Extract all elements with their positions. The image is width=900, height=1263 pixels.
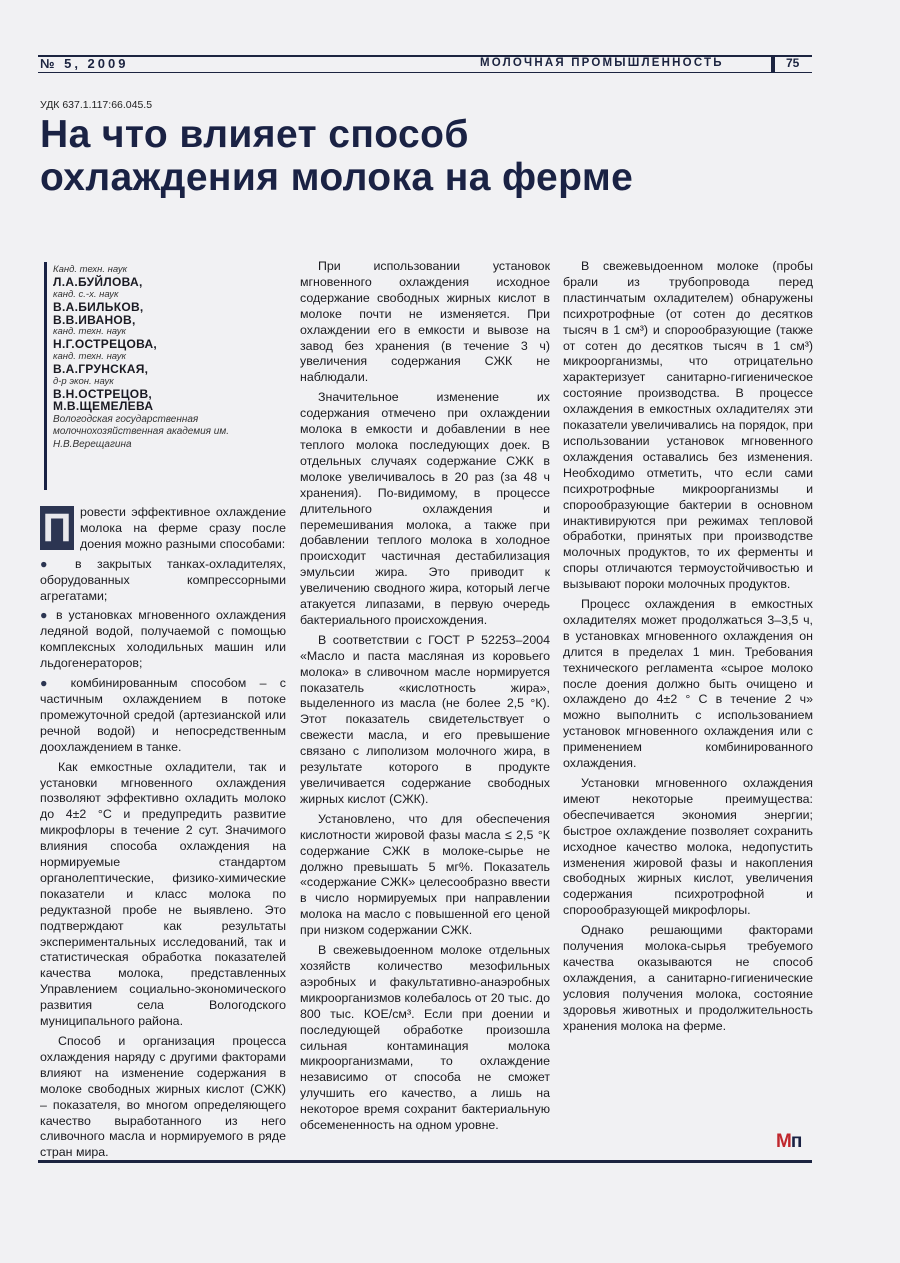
author-organization: Вологодская государственная молочнохозяйственная академия им. Н.В.Верещагина: [53, 413, 229, 450]
list-item-text: в установках мгновенного охлаждения ледяной водой, получаемой с помощью комплексных холодильных машин или льдогенераторов;: [40, 608, 286, 671]
page-number: 75: [786, 56, 800, 70]
issue-number: № 5, 2009: [40, 56, 129, 71]
authors-accent-bar: [44, 262, 47, 490]
body-paragraph: Способ и организация процесса охлаждения наряду с другими факторами влияют на изменение содержания в молоке свободных жирных кислот (СЖК) – показателя, во многом определяющего качество выработанного из него сливочного масла и нормируемого в ряде стран мира.: [40, 1034, 286, 1160]
list-item: [40, 608, 286, 672]
body-paragraph: Процесс охлаждения в емкостных охладителях может продолжаться 3–3,5 ч, в установках мгновенного охлаждения он длится в пределах 1 мин. Требования технического регламента «сырое молоко после доения должно быть очищено и охлаждено до 4±2 ° С в течение 2 ч» можно выполнить с использованием установок мгновенного охлаждения или с применением комбинированного охлаждения.: [563, 597, 813, 771]
body-paragraph: При использовании установок мгновенного охлаждения исходное содержание свободных жирных кислот в молоке почти не изменяется. При охлаждении его в емкости и вывозе на завод без хранения (в течение 3 ч) увеличения содержания СЖК не наблюдали.: [300, 259, 550, 385]
body-paragraph: В свежевыдоенном молоке (пробы брали из трубопровода перед пластинчатым охладителем) обнаружены психротрофные (от сотен до десятков тысяч в 1 см³) и спорообразующие (также от сотен до десятков тысяч в 1 см³) микроорганизмы, что отрицательно характеризует санитарно-гигиеническое состояние производства. В процессе охлаждения в емкостных охладителях эти показатели увеличивались на порядок, при использовании установок мгновенного охлаждения оставались без изменения. Необходимо отметить, что если сами психротрофные микроорганизмы и спорообразующие бактерии в основном инактивируются при режимах тепловой обработки, принятых при производстве молочных продуктов, то их ферменты и споры отличаются термоустойчивостью и вызывают пороки молочных продуктов.: [563, 259, 813, 592]
bullet-icon: ●: [40, 556, 75, 571]
body-paragraph: Как емкостные охладители, так и установки мгновенного охлаждения позволяют эффективно охладить молоко до 4±2 °С и предупредить развитие микрофлоры в течение 2 сут. Значимого влияния способа охлаждения на нормируемые стандартом органолептические, физико-химические показатели и класс молока по редуктазной пробе не выявлено. Это подтверждают как результаты экспериментальных исследований, так и статистическая обработка показателей качества молока, представленных Управлением социально-экономического развития села Вологодского муниципального района.: [40, 759, 286, 1029]
author-degree: канд. техн. наук: [53, 350, 126, 362]
list-item-text: комбинированным способом – с частичным охлаждением в потоке промежуточной средой (артезианской или речной водой) и непосредственным доохлаждением в танке.: [40, 676, 286, 754]
bullet-icon: ●: [40, 608, 56, 623]
author-name: Л.А.БУЙЛОВА,: [53, 275, 143, 290]
author-name: М.В.ЩЕМЕЛЕВА: [53, 399, 154, 414]
title-line-2: охлаждения молока на ферме: [40, 156, 634, 199]
journal-name: МОЛОЧНАЯ ПРОМЫШЛЕННОСТЬ: [480, 57, 724, 69]
lead-paragraph: [40, 505, 286, 553]
lead-text: ровести эффективное охлаждение молока на ферме сразу после доения можно разными способами:: [80, 505, 286, 551]
body-paragraph: В соответствии с ГОСТ Р 52253–2004 «Масло и паста масляная из коровьего молока» в сливочном масле нормируется показатель «кислотность жира», выделенного из масла (не более 2,5 °К). Этот показатель свидетельствует о свежести масла, и его превышение связано с липолизом молочного жира, в результате которого в продукте увеличивается содержание свободных жирных кислот (СЖК).: [300, 632, 550, 806]
author-name: В.А.ГРУНСКАЯ,: [53, 362, 149, 377]
text-column-3: [563, 259, 813, 1035]
author-name: В.Н.ОСТРЕЦОВ,: [53, 387, 153, 402]
title-line-1: На что влияет способ: [40, 113, 469, 156]
header-rule-bottom: [38, 72, 812, 73]
author-degree: д-р экон. наук: [53, 375, 114, 387]
body-paragraph: В свежевыдоенном молоке отдельных хозяйств количество мезофильных аэробных и факультативно-анаэробных микроорганизмов колебалось от 20 тыс. до 800 тыс. КОЕ/см³. Если при доении и последующей обработке произошла сильная контаминация молока микроорганизмами, то охлаждение независимо от способа не сможет улучшить его качество, а лишь на некоторое время сохранит бактериальную обсемененность на одном уровне.: [300, 943, 550, 1133]
author-name: Н.Г.ОСТРЕЦОВА,: [53, 337, 158, 352]
body-paragraph: Однако решающими факторами получения молока-сырья требуемого качества оказываются не способ охлаждения, а санитарно-гигиенические условия получения молока, состояние здоровья животных и продолжительность хранения молока на ферме.: [563, 923, 813, 1033]
logo-letter-p: п: [790, 1131, 802, 1152]
header-separator: [771, 55, 775, 73]
logo-letter-m: М: [776, 1131, 791, 1152]
text-column-2: [300, 259, 550, 1134]
author-name: В.В.ИВАНОВ,: [53, 312, 136, 327]
body-paragraph: Установки мгновенного охлаждения имеют некоторые преимущества: обеспечивается экономия энергии; быстрое охлаждение позволяет сохранить исходное качество молока, недопустить изменения жировой фазы и накопления свободных жирных кислот, увеличения содержания психротрофной и спорообразующей микрофлоры.: [563, 776, 813, 918]
article-title: [40, 113, 840, 199]
list-item-text: в закрытых танках-охладителях, оборудованных компрессорными агрегатами;: [40, 556, 286, 603]
author-degree: канд. с.-х. наук: [53, 288, 119, 300]
body-paragraph: Значительное изменение их содержания отмечено при охлаждении молока в емкости и добавлении в нее теплого молока последующих доек. В отдельных случаях содержание СЖК в молоке увеличивалось в 20 раз (за 48 ч хранения). По-видимому, в процессе длительного охлаждения и перемешивания молока, а также при добавлении теплого молока в холодное происходит частичная дестабилизация эмульсии жира. Это приводит к увеличению сводного жира, который легче атакуется липазами, в первую очередь бактериального происхождения.: [300, 390, 550, 627]
drop-cap: П: [40, 506, 74, 550]
text-column-1: [40, 505, 286, 1161]
list-item: [40, 557, 286, 605]
udk-code: УДК 637.1.117:66.045.5: [40, 99, 153, 111]
list-item: [40, 676, 286, 756]
author-degree: канд. техн. наук: [53, 326, 126, 338]
bullet-icon: ●: [40, 676, 71, 691]
authors-block: [53, 264, 273, 451]
author-degree: Канд. техн. наук: [53, 264, 128, 275]
author-name: В.А.БИЛЬКОВ,: [53, 300, 144, 315]
footer-rule: [38, 1160, 812, 1163]
journal-logo: [776, 1131, 801, 1153]
body-paragraph: Установлено, что для обеспечения кислотности жировой фазы масла ≤ 2,5 °К содержание СЖК в молоке-сырье не должно превышать 5 мг%. Показатель «содержание СЖК» целесообразно ввести в число нормируемых при направлении молока на масло с повышенной его ценой при низком содержании СЖК.: [300, 811, 550, 938]
